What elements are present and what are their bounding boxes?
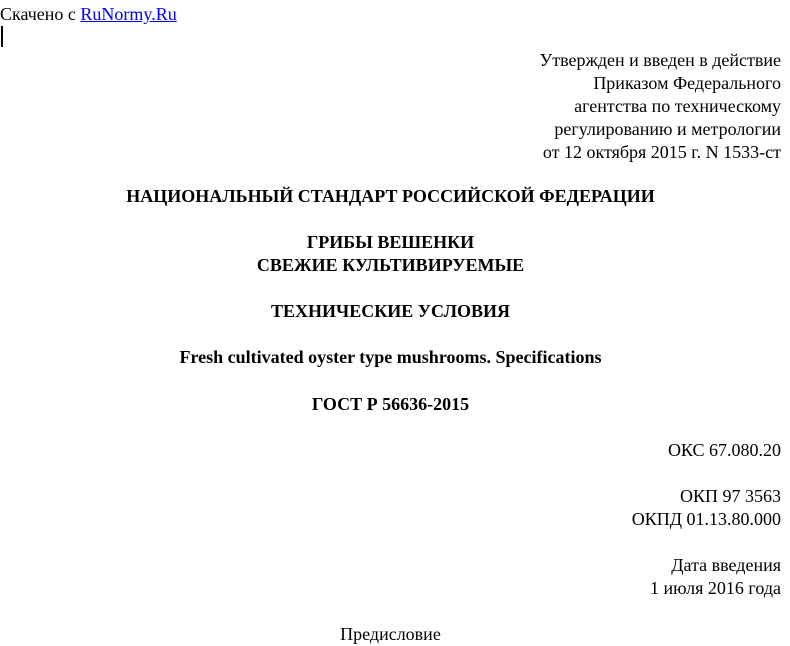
text-cursor bbox=[1, 26, 3, 47]
okp-code: ОКП 97 3563 bbox=[679, 486, 781, 506]
standard-title-line2: СВЕЖИЕ КУЛЬТИВИРУЕМЫЕ bbox=[256, 255, 525, 275]
preface-heading: Предисловие bbox=[340, 624, 441, 644]
source-line bbox=[0, 3, 177, 25]
standard-subtitle: ТЕХНИЧЕСКИЕ УСЛОВИЯ bbox=[271, 301, 510, 321]
introduction-label: Дата введения bbox=[671, 555, 781, 575]
standard-title-line1: ГРИБЫ ВЕШЕНКИ bbox=[306, 232, 475, 252]
oks-code: ОКС 67.080.20 bbox=[667, 440, 781, 460]
standard-heading: НАЦИОНАЛЬНЫЙ СТАНДАРТ РОССИЙСКОЙ ФЕДЕРАЦИИ bbox=[126, 186, 655, 206]
standard-code: ГОСТ Р 56636-2015 bbox=[311, 394, 470, 414]
approval-line: агентства по техническому bbox=[574, 96, 781, 116]
approval-line: Приказом Федерального bbox=[593, 73, 781, 93]
runormy-link[interactable]: RuNormy.Ru bbox=[80, 4, 177, 24]
english-title: Fresh cultivated oyster type mushrooms. Specifications bbox=[179, 347, 602, 367]
approval-line: Утвержден и введен в действие bbox=[539, 50, 781, 70]
source-prefix: Скачено с bbox=[0, 4, 81, 24]
okpd-code: ОКПД 01.13.80.000 bbox=[631, 509, 781, 529]
approval-line: от 12 октября 2015 г. N 1533-ст bbox=[542, 142, 781, 162]
approval-line: регулированию и метрологии bbox=[554, 119, 781, 139]
approval-block bbox=[539, 49, 781, 164]
introduction-date: 1 июля 2016 года bbox=[650, 578, 781, 598]
